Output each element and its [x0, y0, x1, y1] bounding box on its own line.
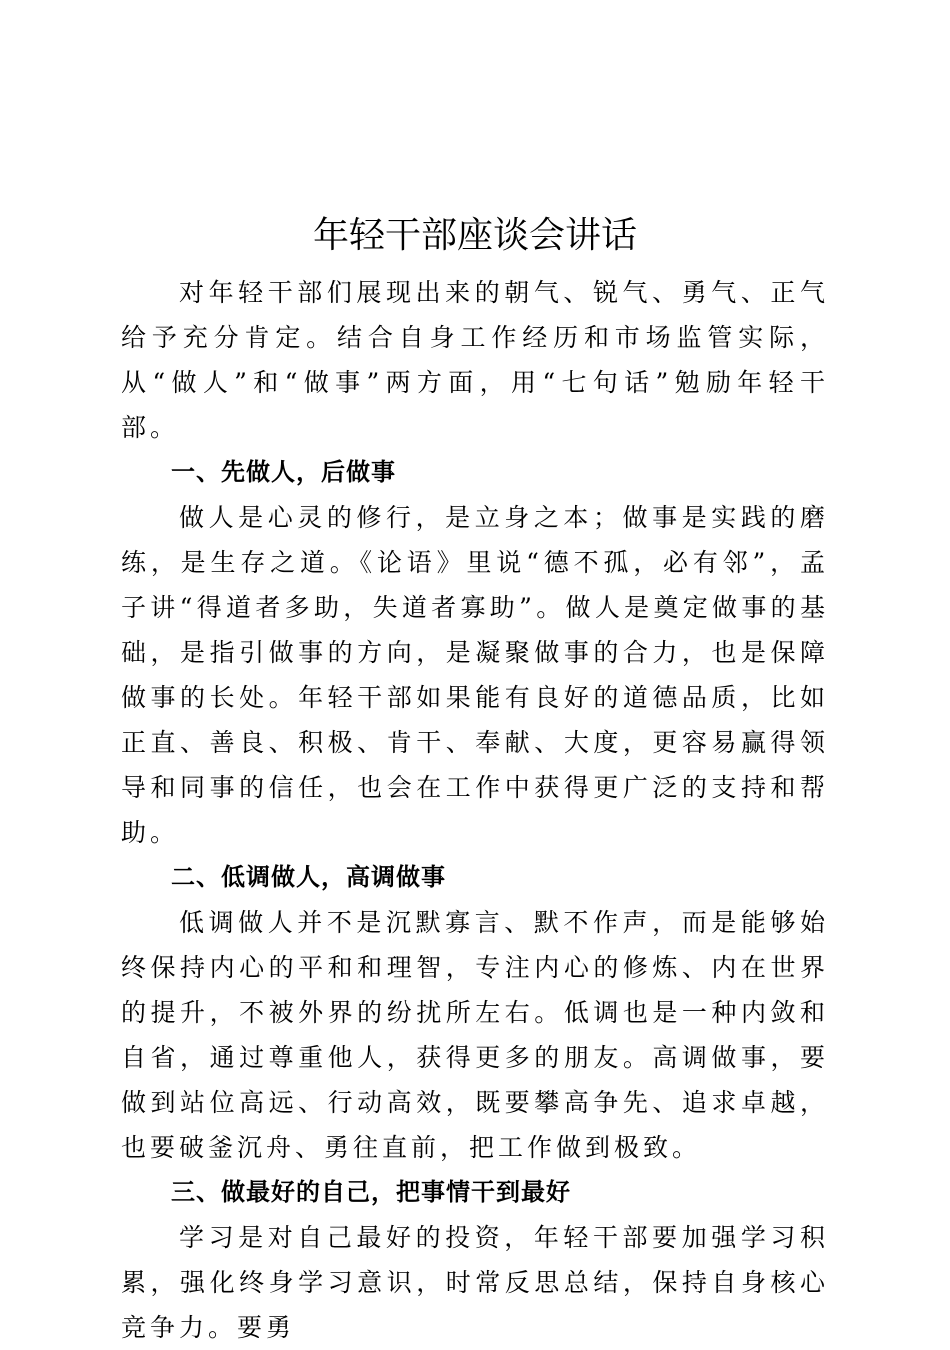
- section-paragraph-2: 低调做人并不是沉默寡言、默不作声，而是能够始终保持内心的平和和理智，专注内心的修炼、内在世界的提升，不被外界的纷扰所左右。低调也是一种内敛和自省，通过尊重他人，获得更多的朋友。高调做事，要做到站位高远、行动高效，既要攀高争先、追求卓越，也要破釜沉舟、勇往直前，把工作做到极致。: [121, 908, 829, 1162]
- section-heading-2: 二、低调做人，高调做事: [171, 863, 446, 891]
- section-paragraph-3: 学习是对自己最好的投资，年轻干部要加强学习积累，强化终身学习意识，时常反思总结，保持自身核心竞争力。要勇: [121, 1223, 829, 1342]
- section-heading-3: 三、做最好的自己，把事情干到最好: [171, 1178, 571, 1206]
- section-heading-1: 一、先做人，后做事: [171, 458, 396, 486]
- document-title: 年轻干部座谈会讲话: [312, 215, 637, 256]
- document-body: [121, 270, 829, 1350]
- section-paragraph-1: 做人是心灵的修行，是立身之本；做事是实践的磨练，是生存之道。《论语》里说“德不孤，必有邻”，孟子讲“得道者多助，失道者寡助”。做人是奠定做事的基础，是指引做事的方向，是凝聚做事的合力，也是保障做事的长处。年轻干部如果能有良好的道德品质，比如正直、善良、积极、肯干、奉献、大度，更容易赢得领导和同事的信任，也会在工作中获得更广泛的支持和帮助。: [121, 503, 829, 847]
- intro-paragraph: 对年轻干部们展现出来的朝气、锐气、勇气、正气给予充分肯定。结合自身工作经历和市场监管实际，从“做人”和“做事”两方面，用“七句话”勉励年轻干部。: [121, 278, 829, 442]
